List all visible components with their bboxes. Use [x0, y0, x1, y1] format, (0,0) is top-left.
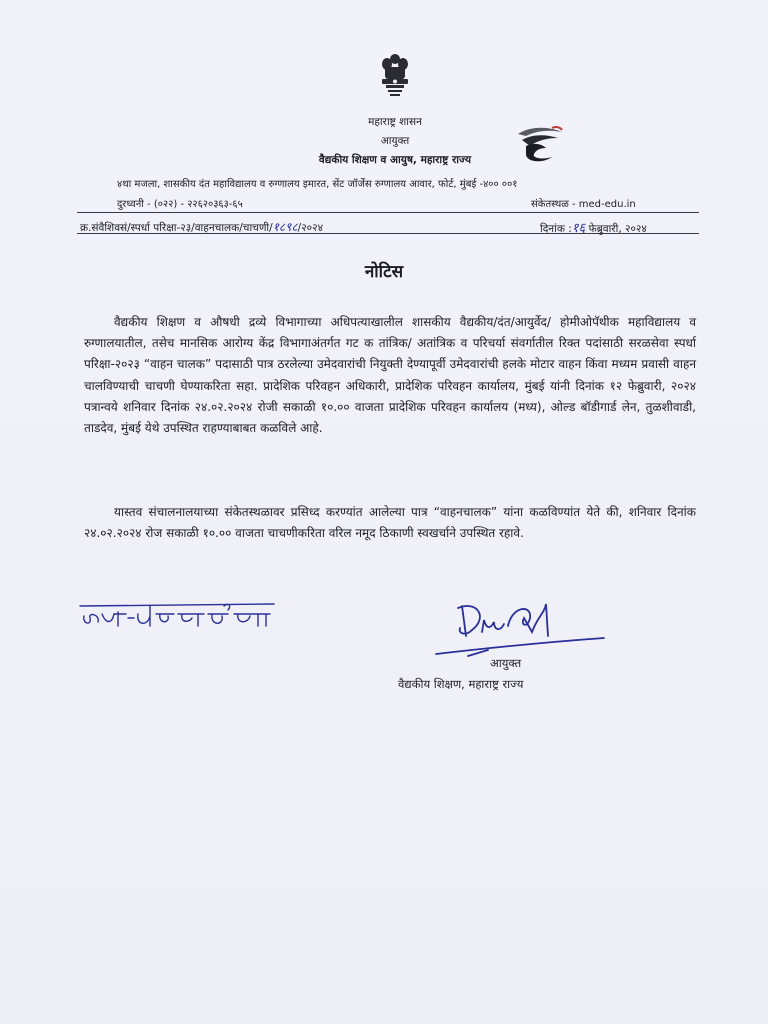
date-label: दिनांक :: [540, 223, 572, 235]
date-month-year: फेब्रुवारी, २०२४: [585, 223, 647, 235]
header-divider-bottom: [77, 233, 699, 234]
signatory-title: आयुक्त: [490, 656, 522, 670]
signatory-department: वैद्यकीय शिक्षण, महाराष्ट्र राज्य: [398, 677, 524, 691]
notice-paragraph-2: यास्तव संचालनालयाच्या संकेतस्थळावर प्रसिध्द करण्यांत आलेल्या पात्र “वाहनचालक” यांना कळविण्यांत येते की, शनिवार दिनांक २४.०२.२०२४ रोज सकाळी १०.०० वाजता चाचणीकरिता वरिल नमूद ठिकाणी स्वखर्चाने उपस्थित रहावे.: [84, 505, 696, 541]
date-handwritten-day: १६: [571, 221, 586, 236]
signature-image: [428, 596, 608, 664]
ashoka-emblem-icon: [377, 52, 413, 100]
notice-title: नोटिस: [364, 262, 404, 282]
notice-paragraph-1: वैद्यकीय शिक्षण व औषधी द्रव्ये विभागाच्या अधिपत्याखालील शासकीय वैद्यकीय/दंत/आयुर्वेद/ होमीओपॅथीक महाविद्यालय व रुग्णालयातील, तसेच मानसिक आरोग्य केंद्र विभागाअंतर्गत गट क तांत्रिक/ अतांत्रिक व परिचर्या संवर्गातील रिक्त पदांसाठी सरळसेवा स्पर्धा परिक्षा-२०२३ “वाहन चालक” पदासाठी पात्र ठरलेल्या उमेदवारांची नियुक्ती देण्यापूर्वी उमेदवारांची हलके मोटार वाहन किंवा मध्यम प्रवासी वाहन चालविण्याची चाचणी घेण्याकरिता सहा. प्रादेशिक परिवहन अधिकारी, प्रादेशिक परिवहन कार्यालय, मुंबई यांनी दिनांक १२ फेब्रुवारी, २०२४ पत्रान्वये शनिवार दिनांक २४.०२.२०२४ रोजी सकाळी १०.०० वाजता प्रादेशिक परिवहन कार्यालय (मध्य), ओल्ड बॉडीगार्ड लेन, तुळशीवाडी, ताडदेव, मुंबई येथे उपस्थित राहण्याबाबत कळविले आहे.: [84, 315, 696, 436]
department-logo-icon: [512, 124, 566, 164]
office-heading: आयुक्त: [380, 135, 410, 147]
phone-number: दुरध्वनी - (०२२) - २२६२०३६३-६५: [117, 199, 243, 210]
reference-suffix: /२०२४: [297, 222, 324, 234]
header-divider-top: [77, 212, 699, 213]
enclosure-handwritten-note: [78, 600, 278, 640]
department-heading: वैद्यकीय शिक्षण व आयुष, महाराष्ट्र राज्य: [318, 154, 472, 166]
office-address: ४था मजला, शासकीय दंत महाविद्यालय व रुग्णालय इमारत, सेंट जॉर्जेस रुग्णालय आवार, फोर्ट, मुंबई -४०० ००१: [117, 179, 518, 190]
website-text: संकेतस्थळ - med-edu.in: [531, 199, 636, 210]
government-heading: महाराष्ट्र शासन: [368, 116, 422, 128]
reference-prefix: क्र.संवैशिवसं/स्पर्धा परिक्षा-२३/वाहनचालक/चाचणी/: [80, 222, 273, 234]
reference-handwritten-number: १८९८: [272, 220, 298, 234]
